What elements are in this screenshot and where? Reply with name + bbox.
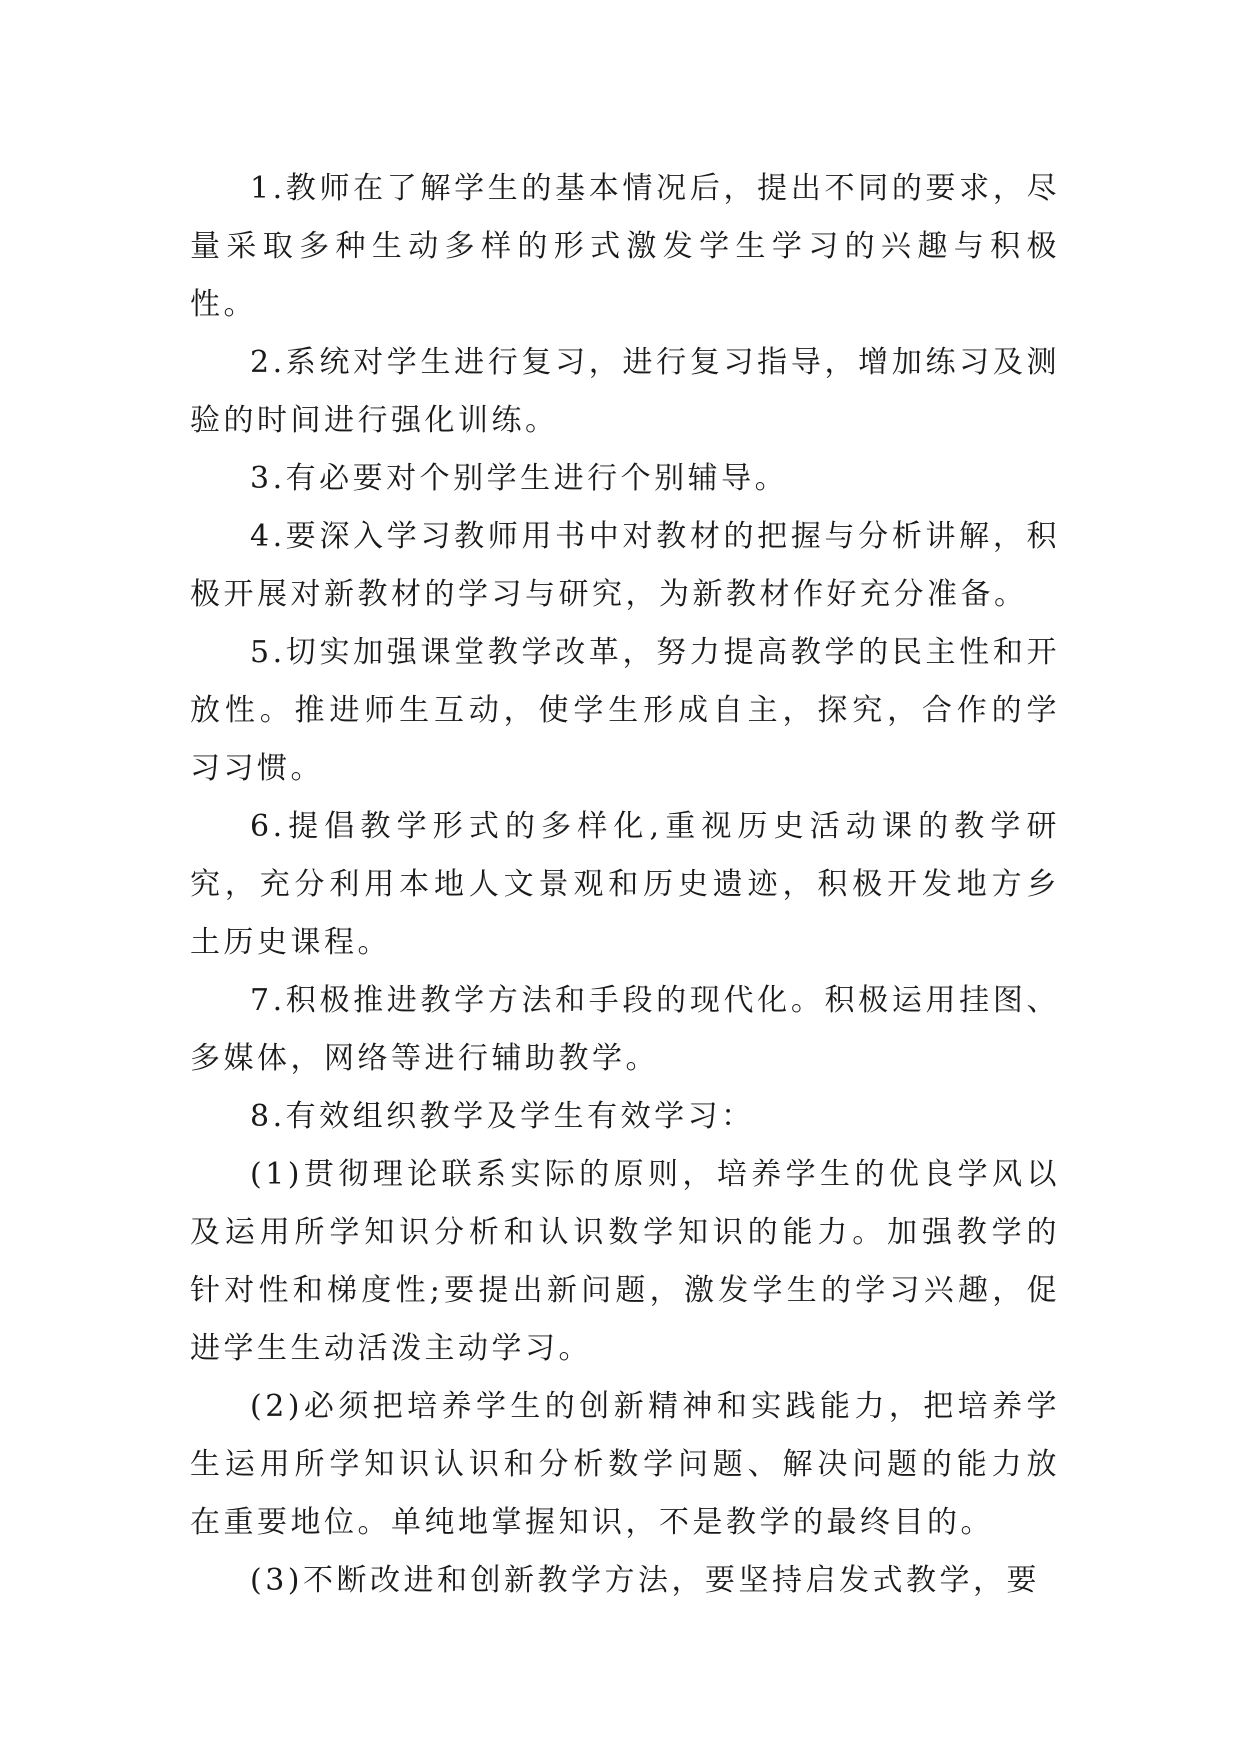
document-body [190, 160, 1060, 1610]
paragraph-2: 2.系统对学生进行复习，进行复习指导，增加练习及测验的时间进行强化训练。 [190, 345, 1060, 438]
paragraph-8: 8.有效组织教学及学生有效学习： [250, 1099, 755, 1134]
paragraph-6: 6.提倡教学形式的多样化,重视历史活动课的教学研究，充分利用本地人文景观和历史遗迹，积极开发地方乡土历史课程。 [190, 809, 1060, 960]
paragraph-1: 1.教师在了解学生的基本情况后，提出不同的要求，尽量采取多种生动多样的形式激发学生学习的兴趣与积极性。 [190, 171, 1060, 322]
paragraph-7: 7.积极推进教学方法和手段的现代化。积极运用挂图、多媒体，网络等进行辅助教学。 [190, 983, 1060, 1076]
paragraph-8-2: (2)必须把培养学生的创新精神和实践能力，把培养学生运用所学知识认识和分析数学问题、解决问题的能力放在重要地位。单纯地掌握知识，不是教学的最终目的。 [190, 1389, 1060, 1540]
paragraph-8-3: (3)不断改进和创新教学方法，要坚持启发式教学，要 [250, 1563, 1040, 1598]
paragraph-5: 5.切实加强课堂教学改革，努力提高教学的民主性和开放性。推进师生互动，使学生形成自主，探究，合作的学习习惯。 [190, 635, 1060, 786]
paragraph-4: 4.要深入学习教师用书中对教材的把握与分析讲解，积极开展对新教材的学习与研究，为新教材作好充分准备。 [190, 519, 1060, 612]
paragraph-8-1: (1)贯彻理论联系实际的原则，培养学生的优良学风以及运用所学知识分析和认识数学知识的能力。加强教学的针对性和梯度性;要提出新问题，激发学生的学习兴趣，促进学生生动活泼主动学习。 [190, 1157, 1060, 1366]
paragraph-3: 3.有必要对个别学生进行个别辅导。 [250, 461, 789, 496]
